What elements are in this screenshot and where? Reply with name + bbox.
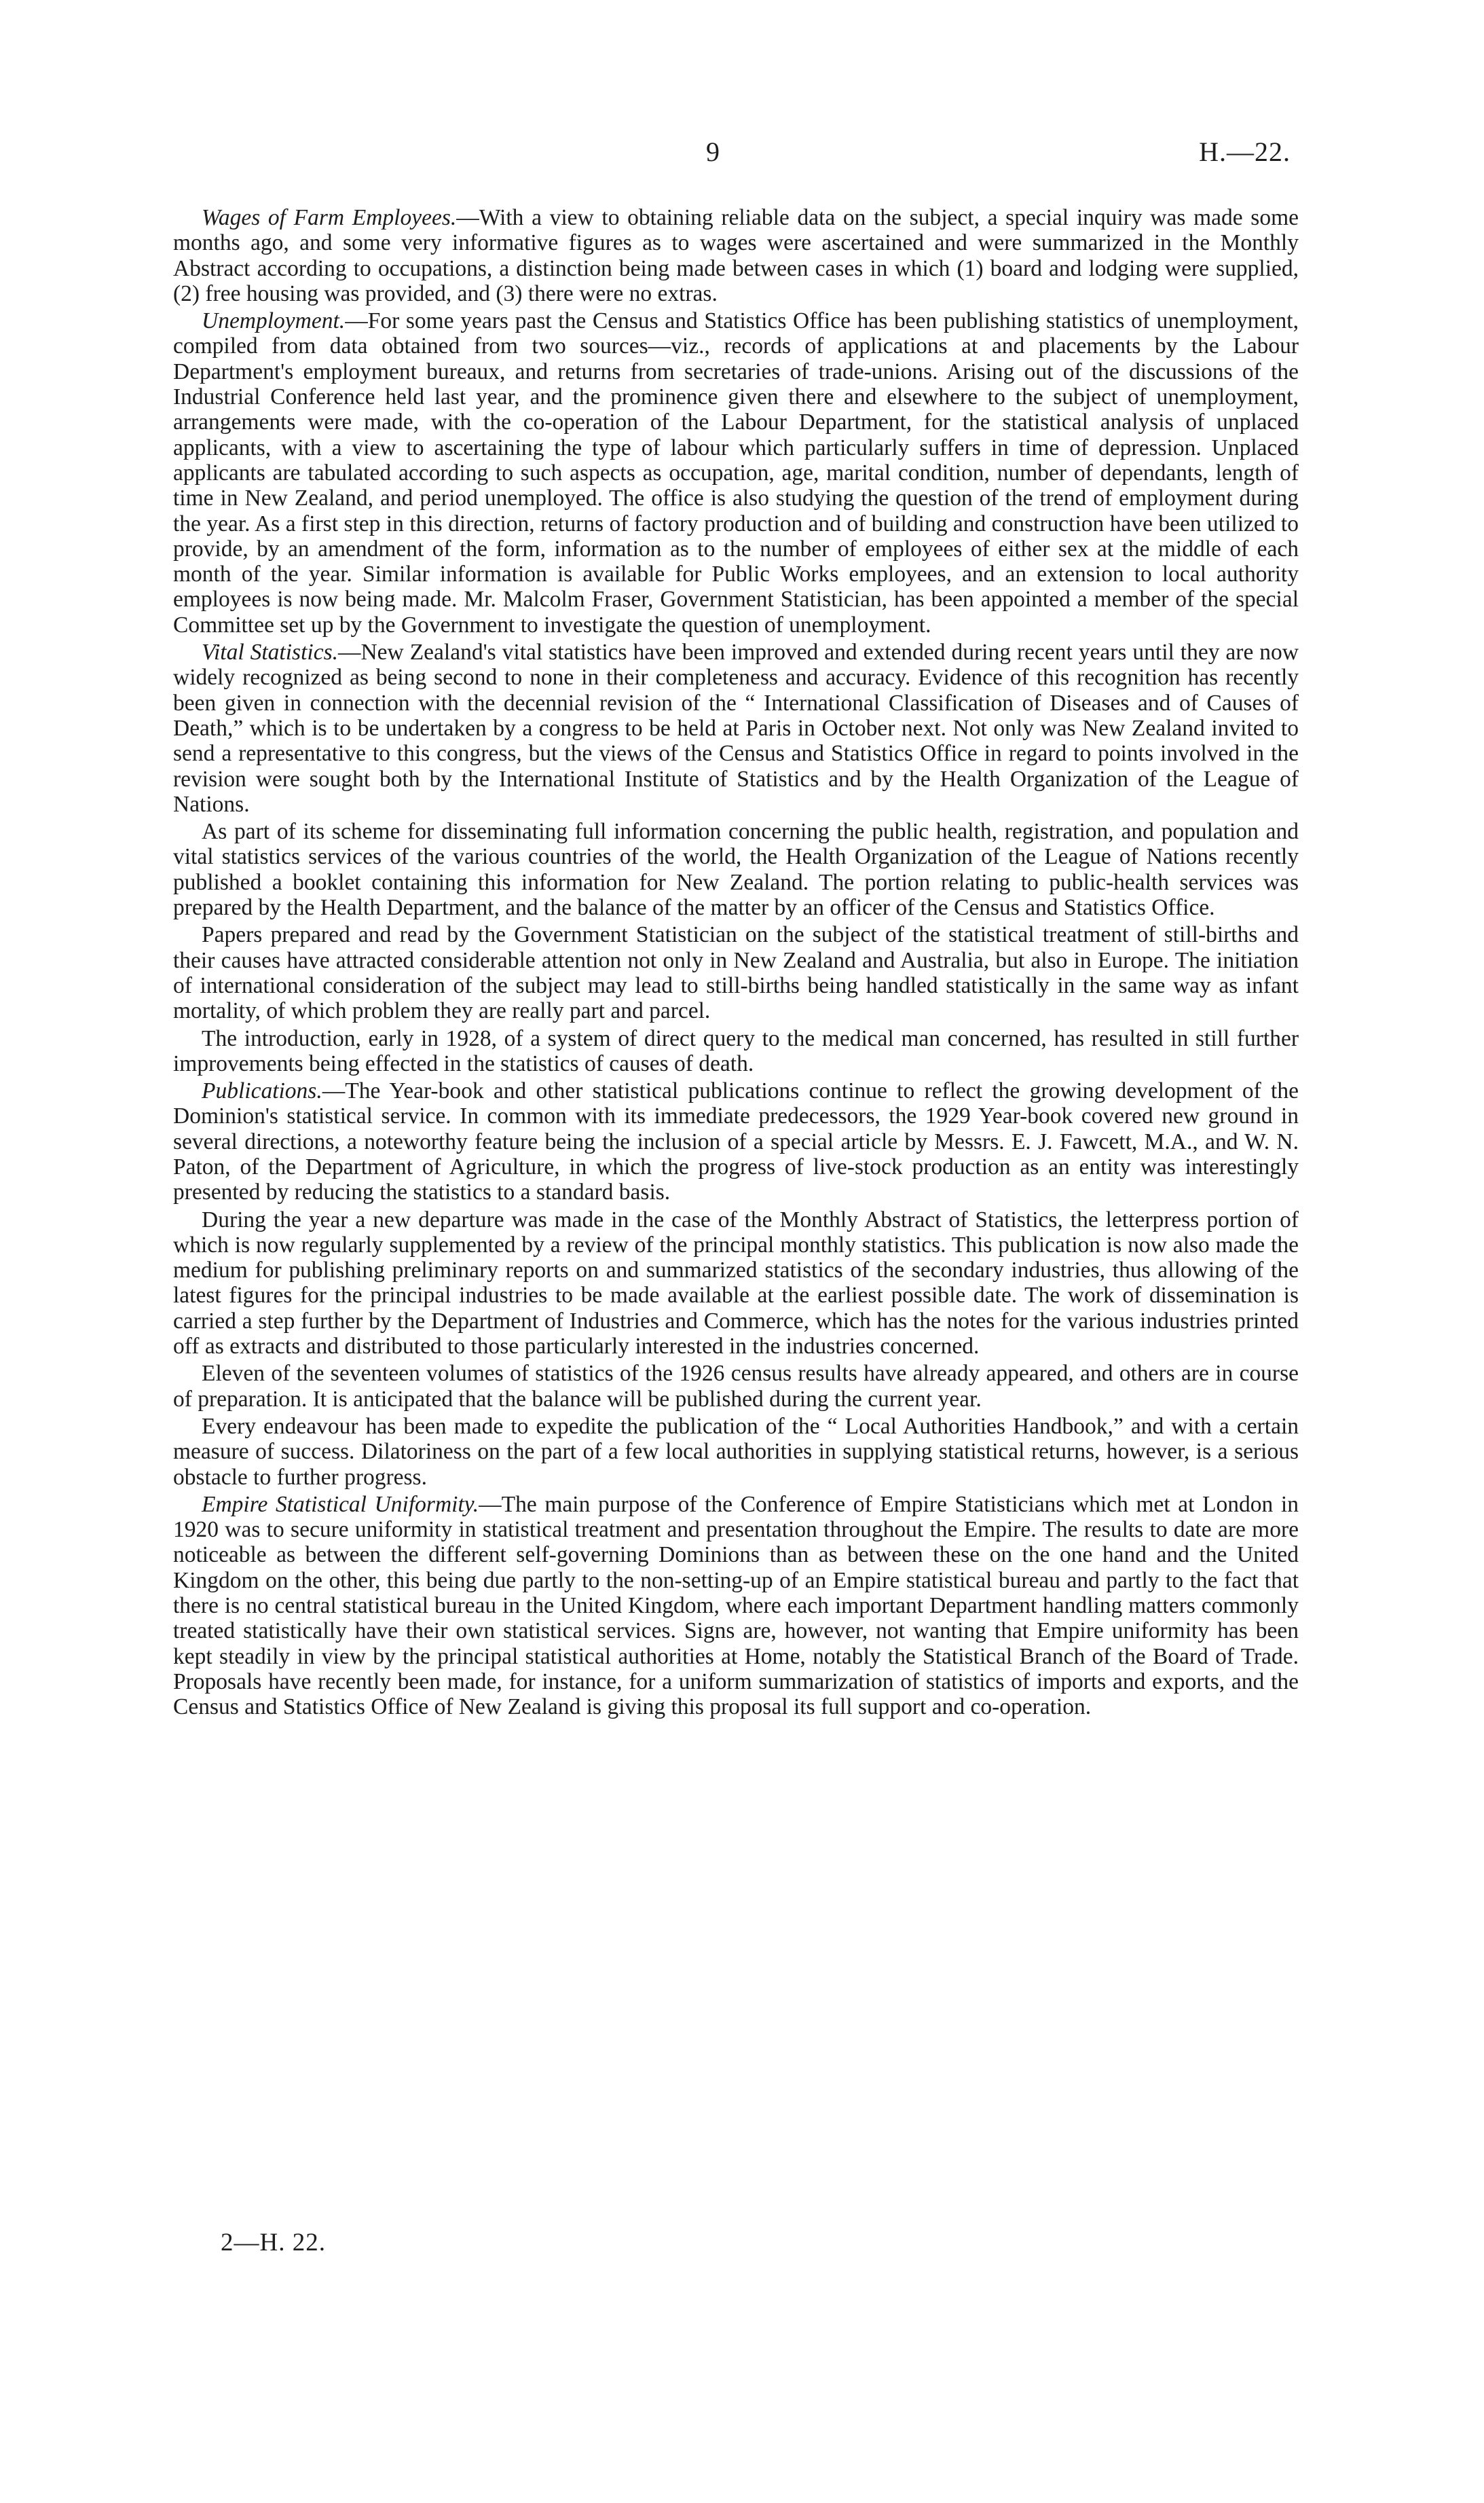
- paragraph-wages-farm-employees: [173, 205, 1299, 306]
- paragraph-local-authorities-handbook: [173, 1414, 1299, 1490]
- paragraph-census-volumes: [173, 1361, 1299, 1412]
- paragraph-empire-uniformity: [173, 1492, 1299, 1720]
- document-reference: H.—22.: [1199, 136, 1291, 167]
- body-text: [173, 205, 1299, 1722]
- footer-signature: 2—H. 22.: [221, 2229, 326, 2257]
- paragraph-text: —The Year-book and other statistical publications continue to reflect the growing development of the Dominion's statistical service. In common with its immediate predecessors, the 1929 Year-book covered new ground in several directions, a noteworthy feature being the inclusion of a special article by Messrs. E. J. Fawcett, M.A., and W. N. Paton, of the Department of Agriculture, in which the progress of live-stock production as an entity was interestingly presented by reducing the statistics to a standard basis.: [173, 1078, 1299, 1205]
- page-number: 9: [706, 136, 720, 167]
- paragraph-still-births: [173, 922, 1299, 1023]
- section-heading: Unemployment.: [202, 308, 346, 334]
- paragraph-text: —The main purpose of the Conference of Empire Statisticians which met at London in 1920 was to secure uniformity in statistical treatment and presentation throughout the Empire. The results to date are more noticeable as between the different self-governing Dominions than as between these on the one hand and the United Kingdom on the other, this being due partly to the non-setting-up of an Empire statistical bureau and partly to the fact that there is no central statistical bureau in the United Kingdom, where each important Department handling matters commonly treated statistically have their own statistical services. Signs are, however, not wanting that Empire uniformity has been kept steadily in view by the principal statistical authorities at Home, notably the Statistical Branch of the Board of Trade. Proposals have recently been made, for instance, for a uniform summarization of statistics of imports and exports, and the Census and Statistics Office of New Zealand is giving this proposal its full support and co-operation.: [173, 1491, 1299, 1720]
- section-heading: Vital Statistics.: [202, 640, 338, 665]
- section-heading: Wages of Farm Employees.: [202, 205, 457, 230]
- paragraph-public-health-booklet: [173, 819, 1299, 920]
- paragraph-vital-statistics: [173, 640, 1299, 817]
- paragraph-text: —For some years past the Census and Statistics Office has been publishing statistics of unemployment, compiled from data obtained from two sources—viz., records of applications at and placements by the Labour Department's employment bureaux, and returns from secretaries of trade-unions. Arising out of the discussions of the Industrial Conference held last year, and the prominence given there and elsewhere to the subject of unemployment, arrangements were made, with the co-operation of the Labour Department, for the statistical analysis of unplaced applicants, with a view to ascertaining the type of labour which particularly suffers in time of depression. Unplaced applicants are tabulated according to such aspects as occupation, age, marital condition, number of dependants, length of time in New Zealand, and period unemployed. The office is also studying the question of the trend of employment during the year. As a first step in this direction, returns of factory production and of building and construction have been utilized to provide, by an amendment of the form, information as to the number of employees of either sex at the middle of each month of the year. Similar information is available for Public Works employees, and an extension to local authority employees is now being made. Mr. Malcolm Fraser, Government Statistician, has been appointed a member of the special Committee set up by the Government to investigate the question of unemployment.: [173, 308, 1299, 638]
- paragraph-text: The introduction, early in 1928, of a system of direct query to the medical man concerned, has resulted in still further improvements being effected in the statistics of causes of death.: [173, 1025, 1299, 1076]
- paragraph-text: —New Zealand's vital statistics have been improved and extended during recent years until they are now widely recognized as being second to none in their completeness and accuracy. Evidence of this recognition has recently been given in connection with the decennial revision of the “ International Classification of Diseases and of Causes of Death,” which is to be undertaken by a congress to be held at Paris in October next. Not only was New Zealand invited to send a representative to this congress, but the views of the Census and Statistics Office in regard to points involved in the revision were sought both by the International Institute of Statistics and by the Health Organization of the League of Nations.: [173, 640, 1299, 817]
- paragraph-text: As part of its scheme for disseminating full information concerning the public health, registration, and population and vital statistics services of the various countries of the world, the Health Organization of the League of Nations recently published a booklet containing this information for New Zealand. The portion relating to public-health services was prepared by the Health Department, and the balance of the matter by an officer of the Census and Statistics Office.: [173, 819, 1299, 921]
- section-heading: Empire Statistical Uniformity.: [202, 1491, 479, 1517]
- paragraph-direct-query: [173, 1026, 1299, 1077]
- paragraph-text: —With a view to obtaining reliable data on the subject, a special inquiry was made some months ago, and some very informative figures as to wages were ascertained and were summarized in the Monthly Abstract according to occupations, a distinction being made between cases in which (1) board and lodging were supplied, (2) free housing was provided, and (3) there were no extras.: [173, 205, 1299, 306]
- paragraph-text: Eleven of the seventeen volumes of statistics of the 1926 census results have already appeared, and others are in course of preparation. It is anticipated that the balance will be published during the current year.: [173, 1361, 1299, 1412]
- paragraph-publications: [173, 1078, 1299, 1205]
- paragraph-text: During the year a new departure was made in the case of the Monthly Abstract of Statistics, the letterpress portion of which is now regularly supplemented by a review of the principal monthly statistics. This publication is now also made the medium for publishing preliminary reports on and summarized statistics of the secondary industries, thus allowing of the latest figures for the principal industries to be made available at the earliest possible date. The work of dissemination is carried a step further by the Department of Industries and Commerce, which has the notes for the various industries printed off as extracts and distributed to those particularly interested in the industries concerned.: [173, 1207, 1299, 1359]
- paragraph-text: Every endeavour has been made to expedite the publication of the “ Local Authorities Handbook,” and with a certain measure of success. Dilatoriness on the part of a few local authorities in supplying statistical returns, however, is a serious obstacle to further progress.: [173, 1413, 1299, 1490]
- paragraph-monthly-abstract: [173, 1207, 1299, 1359]
- paragraph-unemployment: [173, 308, 1299, 638]
- section-heading: Publications.: [202, 1078, 322, 1104]
- paragraph-text: Papers prepared and read by the Government Statistician on the subject of the statistical treatment of still-births and their causes have attracted considerable attention not only in New Zealand and Australia, but also in Europe. The initiation of international consideration of the subject may lead to still-births being handled statistically in the same way as infant mortality, of which problem they are really part and parcel.: [173, 922, 1299, 1024]
